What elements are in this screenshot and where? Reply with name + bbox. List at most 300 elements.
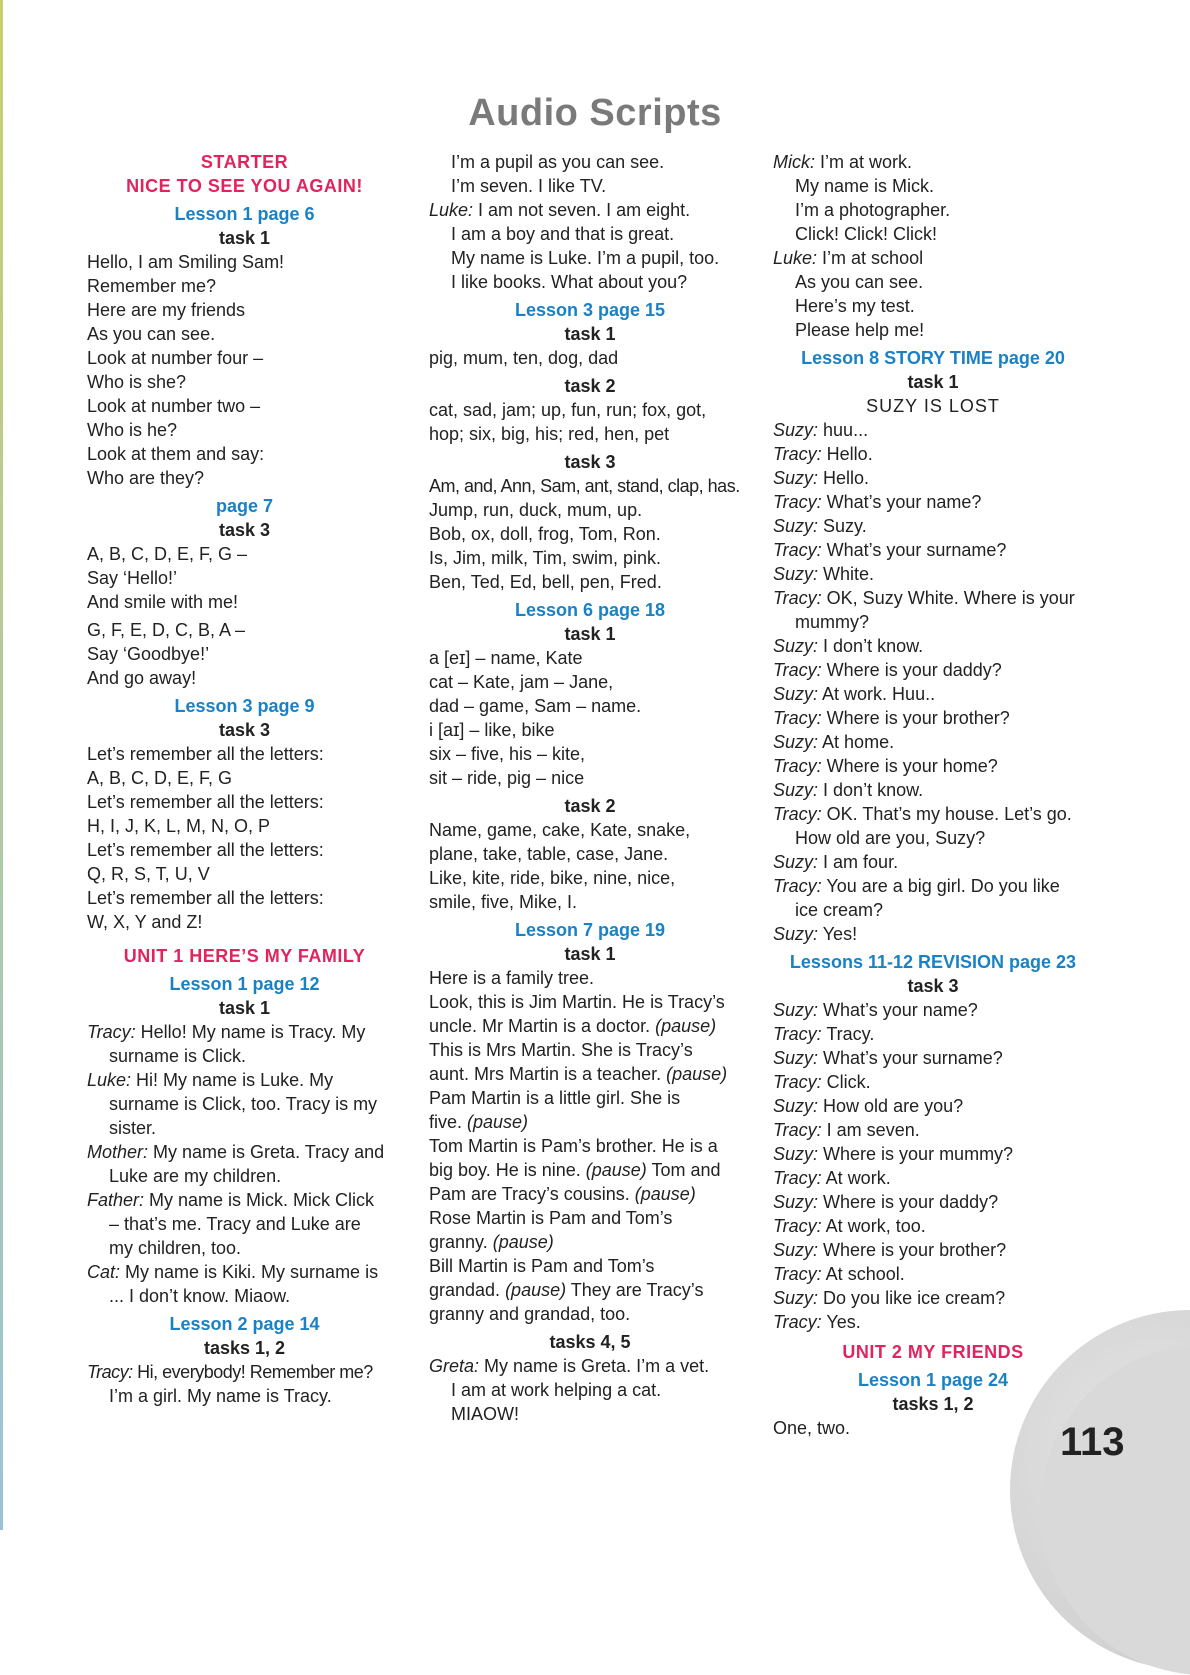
- column-3: [773, 150, 1093, 1440]
- pause-note: (pause): [634, 1184, 696, 1204]
- task-heading: task 3: [907, 976, 959, 996]
- speaker-name: Suzy:: [773, 516, 819, 536]
- line-text: Is, Jim, milk, Tim, swim, pink.: [429, 548, 662, 568]
- script-line: [429, 1062, 751, 1086]
- script-line: [87, 466, 402, 490]
- line-text: Pam Martin is a little girl. She is: [429, 1088, 681, 1108]
- script-line: [429, 1182, 751, 1206]
- line-text: I’m seven. I like TV.: [451, 176, 607, 196]
- script-line: [87, 1236, 402, 1260]
- script-line: [429, 890, 751, 914]
- line-text: aunt. Mrs Martin is a teacher.: [429, 1064, 667, 1084]
- script-line: [773, 270, 1093, 294]
- script-line: [773, 634, 1093, 658]
- script-line: [773, 658, 1093, 682]
- script-line: [87, 838, 402, 862]
- line-text: I am a boy and that is great.: [451, 224, 675, 244]
- script-line: [773, 246, 1093, 270]
- script-line: [87, 886, 402, 910]
- task-heading: tasks 4, 5: [549, 1332, 631, 1352]
- line-text: Let’s remember all the letters:: [87, 840, 324, 860]
- speaker-name: Tracy:: [773, 1216, 822, 1236]
- line-text: I am at work helping a cat.: [451, 1380, 662, 1400]
- script-line: [87, 790, 402, 814]
- script-line: [429, 570, 751, 594]
- script-line: [87, 1116, 402, 1140]
- line-text: five.: [429, 1112, 468, 1132]
- line-text: As you can see.: [795, 272, 924, 292]
- page-title: Audio Scripts: [468, 92, 722, 134]
- script-line: [773, 1118, 1093, 1142]
- line-text: mummy?: [795, 612, 870, 632]
- line-text: My name is Greta. I’m a vet.: [479, 1356, 710, 1376]
- script-line: [773, 294, 1093, 318]
- script-line: [773, 1262, 1093, 1286]
- line-text: my children, too.: [109, 1238, 242, 1258]
- pause-note: (pause): [505, 1280, 567, 1300]
- line-text: I don’t know.: [818, 636, 924, 656]
- line-text: Let’s remember all the letters:: [87, 744, 324, 764]
- script-line: [773, 1094, 1093, 1118]
- line-text: I don’t know.: [818, 780, 924, 800]
- script-line: [429, 522, 751, 546]
- script-line: [773, 610, 1093, 634]
- column-2: [429, 150, 751, 1426]
- script-line: [773, 1142, 1093, 1166]
- page-number: 113: [1060, 1420, 1125, 1464]
- line-text: OK. That’s my house. Let’s go.: [821, 804, 1072, 824]
- script-line: [773, 754, 1093, 778]
- script-line: [773, 1022, 1093, 1046]
- lesson-heading: Lesson 2 page 14: [169, 1314, 320, 1334]
- line-text: Hi, everybody! Remember me?: [132, 1362, 373, 1382]
- line-text: Where is your brother?: [821, 708, 1010, 728]
- script-line: [773, 198, 1093, 222]
- speaker-name: Suzy:: [773, 420, 819, 440]
- line-text: Look at number two –: [87, 396, 261, 416]
- speaker-name: Suzy:: [773, 1096, 819, 1116]
- line-text: Here’s my test.: [795, 296, 915, 316]
- script-line: [429, 474, 751, 498]
- line-text: What’s your surname?: [821, 540, 1007, 560]
- line-text: big boy. He is nine.: [429, 1160, 586, 1180]
- line-text: I am seven.: [821, 1120, 920, 1140]
- speaker-name: Tracy:: [773, 804, 822, 824]
- script-line: [87, 346, 402, 370]
- script-line: [773, 778, 1093, 802]
- speaker-name: Tracy:: [773, 1312, 822, 1332]
- script-line: [87, 298, 402, 322]
- task-heading: task 1: [907, 372, 959, 392]
- line-text: W, X, Y and Z!: [87, 912, 203, 932]
- script-line: [429, 1302, 751, 1326]
- script-line: [87, 1140, 402, 1164]
- script-line: [87, 590, 402, 614]
- line-text: My name is Mick.: [795, 176, 935, 196]
- script-line: [87, 742, 402, 766]
- line-text: At work, too.: [821, 1216, 926, 1236]
- script-line: [429, 1110, 751, 1134]
- line-text: cat – Kate, jam – Jane,: [429, 672, 614, 692]
- speaker-name: Tracy:: [773, 588, 822, 608]
- page-edge-stripe: [0, 0, 3, 1530]
- line-text: White.: [818, 564, 875, 584]
- script-line: [773, 466, 1093, 490]
- line-text: granny and grandad, too.: [429, 1304, 631, 1324]
- line-text: Hello.: [818, 468, 870, 488]
- script-line: [429, 346, 751, 370]
- line-text: Where is your mummy?: [818, 1144, 1014, 1164]
- lesson-heading: Lesson 1 page 6: [174, 204, 315, 224]
- script-line: [87, 642, 402, 666]
- script-line: [429, 646, 751, 670]
- script-line: [773, 442, 1093, 466]
- line-text: I’m at school: [817, 248, 924, 268]
- script-line: [429, 270, 751, 294]
- speaker-name: Suzy:: [773, 732, 819, 752]
- script-line: [87, 274, 402, 298]
- script-line: [87, 542, 402, 566]
- speaker-name: Greta:: [429, 1356, 480, 1376]
- script-line: [773, 1238, 1093, 1262]
- script-line: [429, 1230, 751, 1254]
- line-text: surname is Click, too. Tracy is my: [109, 1094, 378, 1114]
- script-line: [87, 1284, 402, 1308]
- script-line: [429, 1206, 751, 1230]
- script-line: [429, 422, 751, 446]
- line-text: Where is your home?: [821, 756, 998, 776]
- pause-note: (pause): [585, 1160, 647, 1180]
- line-text: My name is Mick. Mick Click: [144, 1190, 375, 1210]
- script-line: [429, 1086, 751, 1110]
- speaker-name: Tracy:: [773, 660, 822, 680]
- script-line: [87, 322, 402, 346]
- script-line: [429, 174, 751, 198]
- script-line: [773, 802, 1093, 826]
- script-line: [87, 370, 402, 394]
- speaker-name: Tracy:: [773, 1168, 822, 1188]
- script-line: [429, 246, 751, 270]
- lesson-heading: page 7: [215, 496, 274, 516]
- speaker-name: Suzy:: [773, 1192, 819, 1212]
- line-text: Am, and, Ann, Sam, ant, stand, clap, has.: [429, 476, 740, 496]
- line-text: sit – ride, pig – nice: [429, 768, 585, 788]
- line-text: Click! Click! Click!: [795, 224, 937, 244]
- line-text: H, I, J, K, L, M, N, O, P: [87, 816, 271, 836]
- script-line: [773, 826, 1093, 850]
- script-line: [87, 394, 402, 418]
- line-text: Hello, I am Smiling Sam!: [87, 252, 285, 272]
- lesson-heading: Lesson 8 STORY TIME page 20: [801, 348, 1065, 368]
- line-text: Ben, Ted, Ed, bell, pen, Fred.: [429, 572, 662, 592]
- line-text: G, F, E, D, C, B, A –: [87, 620, 246, 640]
- pause-note: (pause): [655, 1016, 717, 1036]
- line-text: Where is your daddy?: [818, 1192, 999, 1212]
- pause-note: (pause): [467, 1112, 529, 1132]
- script-line: [429, 766, 751, 790]
- speaker-name: Tracy:: [87, 1022, 136, 1042]
- script-line: [773, 222, 1093, 246]
- speaker-name: Tracy:: [87, 1362, 133, 1382]
- script-line: [773, 874, 1093, 898]
- script-line: [87, 1092, 402, 1116]
- line-text: I am four.: [818, 852, 899, 872]
- script-line: [773, 682, 1093, 706]
- speaker-name: Suzy:: [773, 468, 819, 488]
- line-text: Yes.: [821, 1312, 861, 1332]
- speaker-name: Tracy:: [773, 492, 822, 512]
- line-text: – that’s me. Tracy and Luke are: [109, 1214, 361, 1234]
- script-line: [87, 814, 402, 838]
- line-text: hop; six, big, his; red, hen, pet: [429, 424, 670, 444]
- line-text: Look at them and say:: [87, 444, 265, 464]
- script-line: [773, 730, 1093, 754]
- line-text: MIAOW!: [451, 1404, 519, 1424]
- script-line: [87, 442, 402, 466]
- speaker-name: Father:: [87, 1190, 145, 1210]
- speaker-name: Suzy:: [773, 564, 819, 584]
- script-line: [87, 766, 402, 790]
- unit-heading: STARTER: [200, 152, 289, 172]
- lesson-heading: Lesson 3 page 9: [174, 696, 315, 716]
- line-text: Where is your brother?: [818, 1240, 1007, 1260]
- script-line: [87, 1020, 402, 1044]
- line-text: I am not seven. I am eight.: [473, 200, 691, 220]
- line-text: At school.: [821, 1264, 905, 1284]
- script-line: [773, 1046, 1093, 1070]
- script-line: [429, 718, 751, 742]
- task-heading: task 2: [564, 376, 616, 396]
- line-text: At work.: [821, 1168, 891, 1188]
- line-text: Remember me?: [87, 276, 217, 296]
- line-text: uncle. Mr Martin is a doctor.: [429, 1016, 656, 1036]
- line-text: grandad.: [429, 1280, 506, 1300]
- line-text: Let’s remember all the letters:: [87, 792, 324, 812]
- speaker-name: Tracy:: [773, 708, 822, 728]
- script-line: [429, 818, 751, 842]
- speaker-name: Mick:: [773, 152, 815, 172]
- lesson-heading: Lesson 7 page 19: [514, 920, 666, 940]
- line-text: Luke are my children.: [109, 1166, 282, 1186]
- speaker-name: Luke:: [429, 200, 474, 220]
- line-text: Who is she?: [87, 372, 187, 392]
- script-line: [773, 490, 1093, 514]
- line-text: Pam are Tracy’s cousins.: [429, 1184, 635, 1204]
- line-text: Jump, run, duck, mum, up.: [429, 500, 643, 520]
- line-text: i [aɪ] – like, bike: [429, 720, 555, 740]
- script-line: [429, 1038, 751, 1062]
- line-text: Where is your daddy?: [821, 660, 1002, 680]
- task-heading: task 1: [218, 998, 271, 1018]
- line-text: I’m at work.: [815, 152, 913, 172]
- line-text: At home.: [818, 732, 895, 752]
- script-line: [87, 250, 402, 274]
- line-text: cat, sad, jam; up, fun, run; fox, got,: [429, 400, 707, 420]
- script-line: [429, 1254, 751, 1278]
- script-line: [429, 198, 751, 222]
- lesson-heading: Lesson 1 page 12: [169, 974, 320, 994]
- line-text: Like, kite, ride, bike, nine, nice,: [429, 868, 676, 888]
- line-text: My name is Greta. Tracy and: [148, 1142, 385, 1162]
- script-line: [87, 1384, 402, 1408]
- line-text: smile, five, Mike, I.: [429, 892, 578, 912]
- script-line: [773, 1310, 1093, 1334]
- script-line: [429, 866, 751, 890]
- speaker-name: Tracy:: [773, 540, 822, 560]
- line-text-continued: They are Tracy’s: [566, 1280, 704, 1300]
- speaker-name: Suzy:: [773, 1240, 819, 1260]
- script-line: [773, 418, 1093, 442]
- line-text: plane, take, table, case, Jane.: [429, 844, 669, 864]
- speaker-name: Mother:: [87, 1142, 149, 1162]
- line-text: pig, mum, ten, dog, dad: [429, 348, 619, 368]
- line-text: How old are you, Suzy?: [795, 828, 986, 848]
- line-text: dad – game, Sam – name.: [429, 696, 642, 716]
- line-text: Tracy.: [821, 1024, 875, 1044]
- line-text: Hello! My name is Tracy. My: [135, 1022, 366, 1042]
- line-text: Click.: [821, 1072, 871, 1092]
- speaker-name: Suzy:: [773, 780, 819, 800]
- lesson-heading: Lesson 3 page 15: [514, 300, 666, 320]
- script-line: [87, 618, 402, 642]
- task-heading: task 1: [218, 228, 271, 248]
- script-line: [87, 862, 402, 886]
- speaker-name: Tracy:: [773, 756, 822, 776]
- line-text: This is Mrs Martin. She is Tracy’s: [429, 1040, 693, 1060]
- speaker-name: Suzy:: [773, 1000, 819, 1020]
- script-line: [429, 1402, 751, 1426]
- script-line: [429, 842, 751, 866]
- line-text: Do you like ice cream?: [818, 1288, 1006, 1308]
- unit-heading: UNIT 2 MY FRIENDS: [842, 1342, 1024, 1362]
- script-line: [87, 1044, 402, 1068]
- line-text: A, B, C, D, E, F, G –: [87, 544, 248, 564]
- script-line: [87, 666, 402, 690]
- speaker-name: Suzy:: [773, 852, 819, 872]
- line-text: Bill Martin is Pam and Tom’s: [429, 1256, 655, 1276]
- line-text: Yes!: [818, 924, 858, 944]
- speaker-name: Cat:: [87, 1262, 121, 1282]
- speaker-name: Luke:: [773, 248, 818, 268]
- script-line: [87, 1188, 402, 1212]
- line-text: At work. Huu..: [818, 684, 936, 704]
- line-text: Hello.: [821, 444, 873, 464]
- line-text: As you can see.: [87, 324, 216, 344]
- pause-note: (pause): [492, 1232, 554, 1252]
- script-line: [773, 1286, 1093, 1310]
- script-line: [773, 1190, 1093, 1214]
- task-heading: task 3: [218, 520, 271, 540]
- lesson-heading: Lesson 6 page 18: [514, 600, 666, 620]
- speaker-name: Tracy:: [773, 1072, 822, 1092]
- speaker-name: Suzy:: [773, 1048, 819, 1068]
- script-line: [429, 694, 751, 718]
- speaker-name: Tracy:: [773, 444, 822, 464]
- script-line: [773, 514, 1093, 538]
- script-line: [87, 566, 402, 590]
- speaker-name: Suzy:: [773, 636, 819, 656]
- line-text: One, two.: [773, 1418, 851, 1438]
- script-line: [773, 1070, 1093, 1094]
- script-line: [429, 222, 751, 246]
- script-line: [773, 922, 1093, 946]
- line-text: I like books. What about you?: [451, 272, 688, 292]
- script-line: [773, 1214, 1093, 1238]
- task-heading: tasks 1, 2: [203, 1338, 286, 1358]
- task-heading: task 1: [564, 624, 616, 644]
- line-text: Who is he?: [87, 420, 178, 440]
- line-text: Here are my friends: [87, 300, 246, 320]
- script-line: [773, 998, 1093, 1022]
- line-text: Please help me!: [795, 320, 925, 340]
- script-line: [87, 910, 402, 934]
- line-text: Who are they?: [87, 468, 205, 488]
- speaker-name: Suzy:: [773, 1144, 819, 1164]
- line-text: What’s your surname?: [818, 1048, 1003, 1068]
- line-text: granny.: [429, 1232, 493, 1252]
- script-line: [429, 1158, 751, 1182]
- line-text: ice cream?: [795, 900, 884, 920]
- line-text: sister.: [109, 1118, 157, 1138]
- speaker-name: Luke:: [87, 1070, 132, 1090]
- script-line: [429, 1014, 751, 1038]
- section-gap: [87, 934, 402, 944]
- line-text: OK, Suzy White. Where is your: [821, 588, 1075, 608]
- column-1: [87, 150, 402, 1408]
- line-text: Q, R, S, T, U, V: [87, 864, 210, 884]
- script-line: [429, 398, 751, 422]
- line-text: What’s your name?: [821, 492, 982, 512]
- line-text: What’s your name?: [818, 1000, 978, 1020]
- line-text: Hi! My name is Luke. My: [131, 1070, 334, 1090]
- script-line: [429, 1134, 751, 1158]
- unit-heading: NICE TO SEE YOU AGAIN!: [126, 176, 363, 196]
- task-heading: task 2: [564, 796, 616, 816]
- speaker-name: Tracy:: [773, 1120, 822, 1140]
- script-line: [87, 1260, 402, 1284]
- line-text: Say ‘Goodbye!’: [87, 644, 210, 664]
- line-text: Suzy.: [818, 516, 867, 536]
- script-line: [429, 150, 751, 174]
- line-text: Look, this is Jim Martin. He is Tracy’s: [429, 992, 725, 1012]
- line-text: Bob, ox, doll, frog, Tom, Ron.: [429, 524, 661, 544]
- speaker-name: Suzy:: [773, 1288, 819, 1308]
- line-text: A, B, C, D, E, F, G: [87, 768, 233, 788]
- line-text: And go away!: [87, 668, 197, 688]
- speaker-name: Suzy:: [773, 924, 819, 944]
- line-text: huu...: [818, 420, 869, 440]
- lesson-heading: Lessons 11-12 REVISION page 23: [789, 952, 1077, 972]
- line-text: Rose Martin is Pam and Tom’s: [429, 1208, 673, 1228]
- script-line: [773, 850, 1093, 874]
- line-text: My name is Luke. I’m a pupil, too.: [451, 248, 720, 268]
- line-text: My name is Kiki. My surname is: [120, 1262, 379, 1282]
- line-text: a [eɪ] – name, Kate: [429, 648, 583, 668]
- script-line: [87, 1164, 402, 1188]
- line-text: Tom Martin is Pam’s brother. He is a: [429, 1136, 718, 1156]
- unit-heading: UNIT 1 HERE’S MY FAMILY: [123, 946, 366, 966]
- script-line: [773, 150, 1093, 174]
- script-line: [429, 1278, 751, 1302]
- line-text: I’m a girl. My name is Tracy.: [109, 1386, 332, 1406]
- task-heading: task 1: [564, 324, 616, 344]
- line-text-continued: Tom and: [646, 1160, 721, 1180]
- script-line: [429, 1354, 751, 1378]
- script-line: [773, 562, 1093, 586]
- script-line: [87, 1068, 402, 1092]
- script-line: [429, 1378, 751, 1402]
- script-line: [429, 498, 751, 522]
